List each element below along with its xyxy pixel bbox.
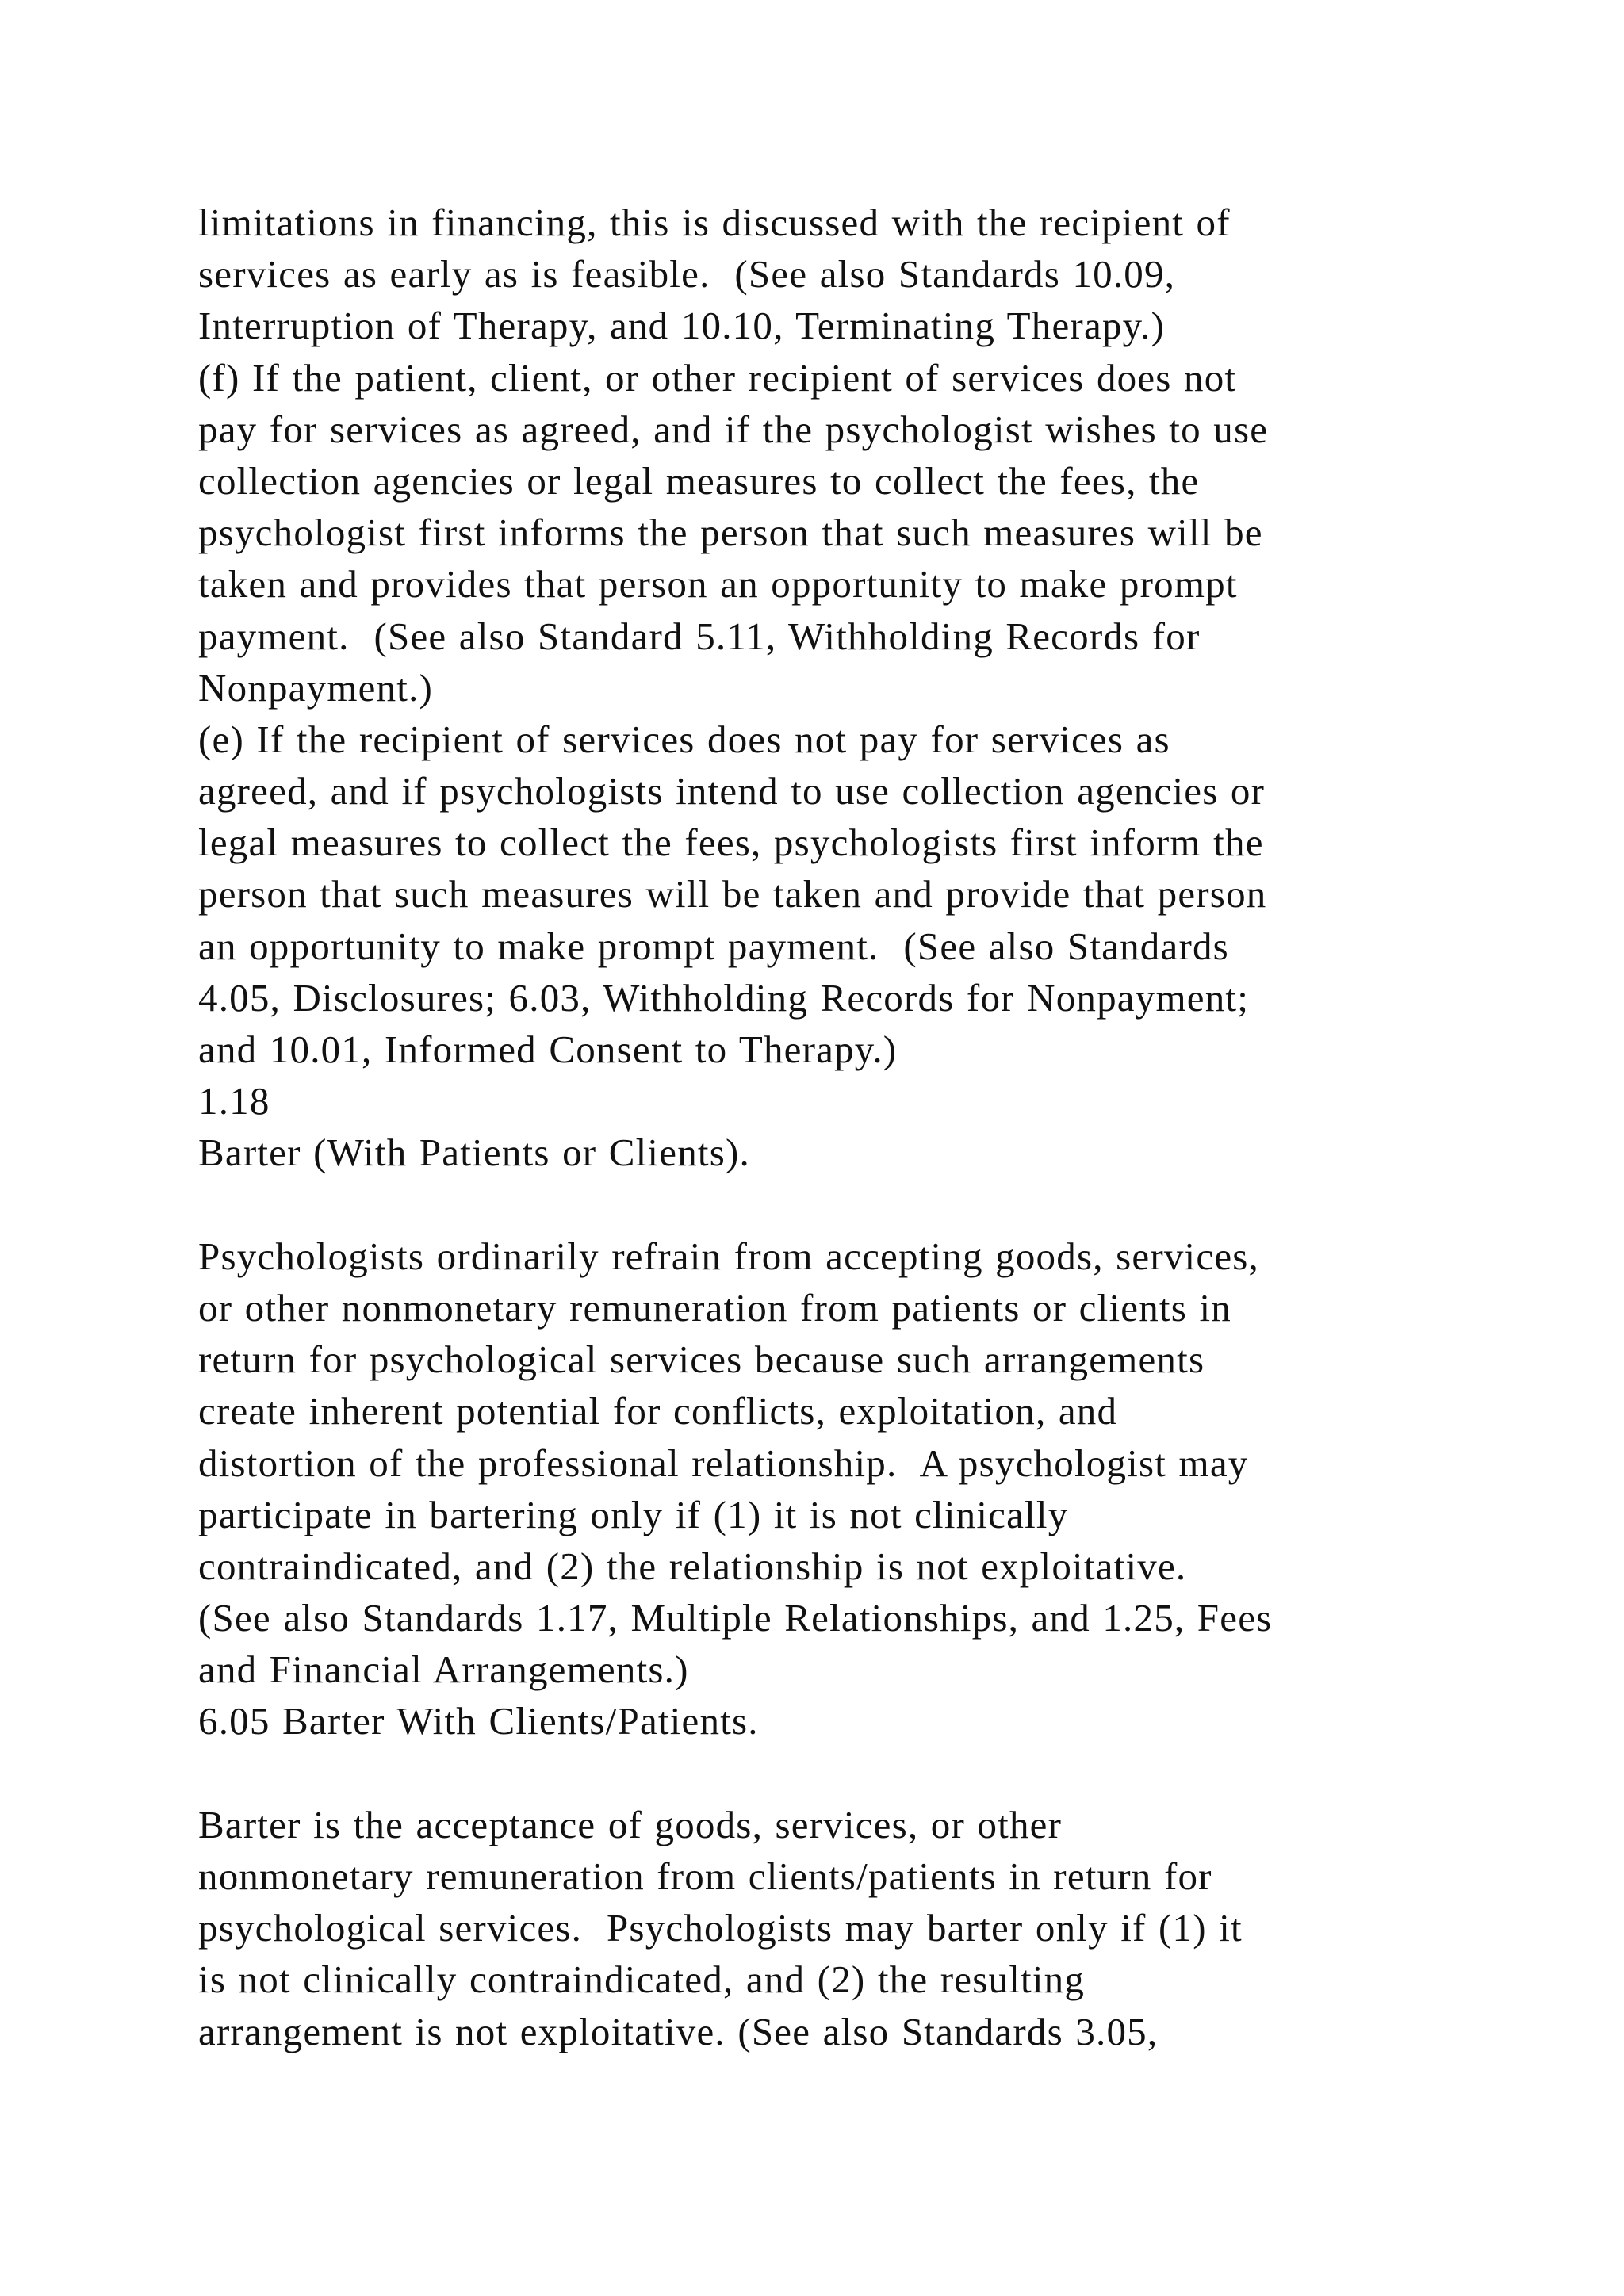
text-line: psychological services. Psychologists may barter only if (1) it (198, 1906, 1243, 1950)
blank-line (198, 1747, 1546, 1799)
text-line: payment. (See also Standard 5.11, Withholding Records for (198, 614, 1201, 658)
text-line: (f) If the patient, client, or other recipient of services does not (198, 355, 1237, 400)
text-line: Interruption of Therapy, and 10.10, Terminating Therapy.) (198, 304, 1166, 348)
text-line: create inherent potential for conflicts, exploitation, and (198, 1389, 1118, 1433)
text-line: person that such measures will be taken and provide that person (198, 872, 1267, 916)
text-line: an opportunity to make prompt payment. (See also Standards (198, 924, 1229, 968)
text-line: distortion of the professional relationship. A psychologist may (198, 1441, 1249, 1485)
text-line: Psychologists ordinarily refrain from accepting goods, services, (198, 1234, 1259, 1278)
text-line: services as early as is feasible. (See also Standards 10.09, (198, 252, 1176, 297)
text-line: taken and provides that person an opportunity to make prompt (198, 562, 1238, 607)
document-body (198, 197, 1546, 2057)
text-line: (See also Standards 1.17, Multiple Relationships, and 1.25, Fees (198, 1596, 1273, 1640)
text-line: nonmonetary remuneration from clients/patients in return for (198, 1854, 1212, 1898)
text-line: or other nonmonetary remuneration from patients or clients in (198, 1285, 1231, 1330)
text-line: contraindicated, and (2) the relationship is not exploitative. (198, 1544, 1187, 1588)
text-line: agreed, and if psychologists intend to use collection agencies or (198, 769, 1266, 813)
section-number: 1.18 (198, 1079, 270, 1123)
text-line: (e) If the recipient of services does not pay for services as (198, 717, 1170, 761)
text-line: collection agencies or legal measures to collect the fees, the (198, 458, 1200, 503)
text-line: return for psychological services because such arrangements (198, 1337, 1205, 1382)
text-line: and Financial Arrangements.) (198, 1647, 689, 1692)
text-line: pay for services as agreed, and if the psychologist wishes to use (198, 407, 1269, 451)
section-heading: 6.05 Barter With Clients/Patients. (198, 1699, 759, 1743)
section-heading: Barter (With Patients or Clients). (198, 1131, 750, 1175)
text-line: limitations in financing, this is discussed with the recipient of (198, 201, 1231, 244)
text-line: and 10.01, Informed Consent to Therapy.) (198, 1027, 898, 1071)
blank-line (198, 1179, 1546, 1230)
text-line: Nonpayment.) (198, 665, 434, 710)
text-line: Barter is the acceptance of goods, services, or other (198, 1802, 1063, 1846)
text-line: arrangement is not exploitative. (See also Standards 3.05, (198, 2009, 1159, 2053)
text-line: 4.05, Disclosures; 6.03, Withholding Records for Nonpayment; (198, 975, 1250, 1020)
text-line: psychologist first informs the person that such measures will be (198, 511, 1263, 555)
text-line: legal measures to collect the fees, psychologists first inform the (198, 821, 1264, 865)
text-line: participate in bartering only if (1) it is not clinically (198, 1492, 1069, 1536)
text-line: is not clinically contraindicated, and (2) the resulting (198, 1957, 1086, 2002)
